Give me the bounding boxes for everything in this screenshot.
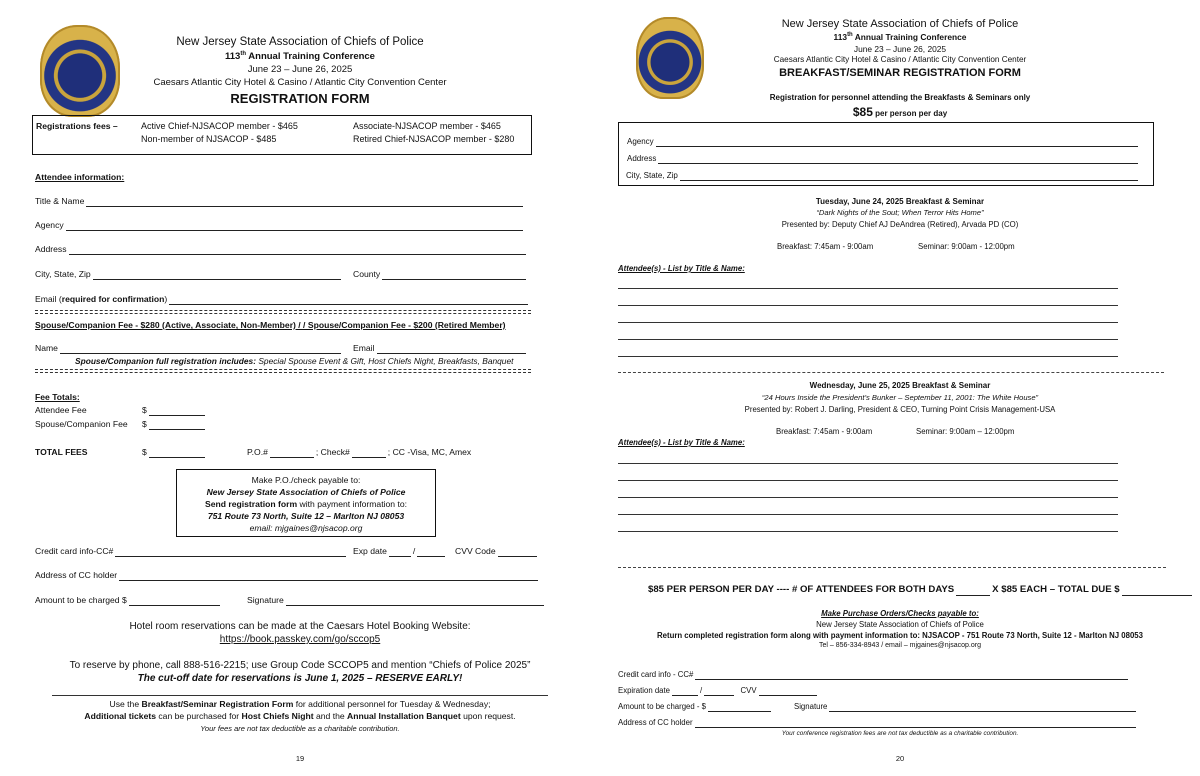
amount-field[interactable] [618,701,773,712]
day1-breakfast: Breakfast: 7:45am - 9:00am [777,242,874,251]
cvv-field[interactable] [455,546,539,557]
fee-nonmember: Non-member of NJSACOP - $485 [141,134,277,144]
cutoff-text: The cut-off date for reservations is June 1, 2025 – RESERVE EARLY! [137,673,463,684]
label: Credit card info - CC# [618,670,694,679]
divider [618,372,1164,373]
text: Special Spouse Event & Gift, Host Chiefs Night, Breakfasts, Banquet [256,356,514,366]
price [700,105,1100,119]
cc-number-field[interactable] [618,669,1130,680]
day2-attendee-line[interactable] [618,497,1118,498]
cc-exp-field[interactable] [353,546,447,557]
po-label: P.O.# [247,447,268,457]
spouse-fee-label: Spouse/Companion Fee [35,419,128,429]
day2-attendee-line[interactable] [618,531,1118,532]
page-number: 19 [295,754,305,763]
payment-method-field[interactable] [247,447,471,458]
day2-seminar: Seminar: 9:00am – 12:00pm [916,427,1015,436]
day1-presenter: Presented by: Deputy Chief AJ DeAndrea (Retired), Arvada PD (CO) [781,220,1019,229]
conf-num: 113 [225,51,241,63]
page-20 [600,0,1200,776]
slash: / [412,546,416,556]
payable-email: email: mjgaines@njsacop.org [249,523,363,533]
day1-title: Tuesday, June 24, 2025 Breakfast & Seminar [815,197,985,206]
conference-dates: June 23 – June 26, 2025 [247,64,353,75]
cvv-label: CVV [740,686,757,695]
conf-sup: th [240,51,246,57]
fee-associate: Associate-NJSACOP member - $465 [353,121,501,131]
city-field[interactable] [626,170,1140,181]
label: Address [35,244,67,254]
label: Credit card info-CC# [35,546,114,556]
attendee-fee-label: Attendee Fee [35,405,87,415]
day1-attendee-line[interactable] [618,288,1118,289]
njsacop-badge-logo [636,17,704,99]
conference-title: 113th Annual Training Conference [833,32,967,42]
send-text: with payment information to: [299,499,408,509]
label-required: required for confirmation [61,294,165,304]
phone-text: To reserve by phone, call 888-516-2215; use Group Code SCCOP5 and mention “Chiefs of Police 2025” [69,660,531,671]
address-field[interactable] [627,153,1140,164]
label: Agency [35,220,64,230]
fee-active: Active Chief-NJSACOP member - $465 [141,121,298,131]
note-line-1: Use the Breakfast/Seminar Registration Form for additional personnel for Tuesday & Wednesday; [109,699,491,709]
signature-field[interactable] [247,595,546,606]
cc-types: ; CC -Visa, MC, Amex [387,447,472,457]
label: Agency [627,137,654,146]
label: Signature [247,595,284,605]
label: Exp date [353,546,387,556]
divider [618,567,1166,568]
fee-retired: Retired Chief-NJSACOP member - $280 [353,134,515,144]
day2-breakfast: Breakfast: 7:45am - 9:00am [776,427,873,436]
day2-presenter: Presented by: Robert J. Darling, President & CEO, Turning Point Crisis Management-USA [744,405,1056,414]
page-number: 20 [895,754,905,763]
exp-label: Expiration date [618,686,671,695]
payable-org: New Jersey State Association of Chiefs of Police [816,620,984,629]
hotel-text: Hotel room reservations can be made at the Caesars Hotel Booking Website: [129,621,471,632]
county-field[interactable] [353,269,528,280]
tax-note: Your conference registration fees are not tax deductible as a charitable contribution. [781,730,1019,737]
form-title: REGISTRATION FORM [230,91,370,106]
attendee-fee-field[interactable] [142,405,207,416]
label: City, State, Zip [35,269,91,279]
day2-talk: “24 Hours Inside the President’s Bunker – September 11, 2001: The White House” [761,393,1039,402]
dollar: $ [142,419,147,429]
total-due-label: X $85 EACH – TOTAL DUE $ [992,584,1120,595]
divider [52,695,548,696]
cc-address-field[interactable] [35,570,540,581]
label: Address of CC holder [35,570,118,580]
note-line-2: Additional tickets can be purchased for Host Chiefs Night and the Annual Installation Banquet upon request. [84,711,516,721]
label: Address [627,154,657,163]
label: Title & Name [35,196,85,206]
spouse-email-field[interactable] [353,343,528,354]
title-name-field[interactable] [35,196,525,207]
label: Spouse/Companion full registration includes: [75,356,257,366]
divider [35,369,531,373]
label: City, State, Zip [626,171,678,180]
org-name: New Jersey State Association of Chiefs of Police [176,36,424,48]
attendee-heading: Attendee information: [35,172,125,182]
label: Name [35,343,58,353]
payable-address: 751 Route 73 North, Suite 12 – Marlton NJ 08053 [207,511,405,521]
label: Amount to be charged - $ [618,702,706,711]
divider [35,310,531,314]
slash: / [700,686,703,695]
total-label: $85 PER PERSON PER DAY ---- # OF ATTENDEES FOR BOTH DAYS [648,584,955,595]
label: Signature [794,702,828,711]
hotel-booking-link[interactable]: https://book.passkey.com/go/sccop5 [219,634,381,645]
spouse-name-field[interactable] [35,343,343,354]
fee-totals-heading: Fee Totals: [35,392,80,402]
payable-text [176,474,436,534]
email-field[interactable] [35,294,530,305]
day1-attendee-line[interactable] [618,339,1118,340]
amount-field[interactable] [35,595,222,606]
dollar: $ [142,405,147,415]
fees-label: Registrations fees – [36,121,118,131]
check-label: ; Check# [315,447,350,457]
day1-attendee-line[interactable] [618,356,1118,357]
conf-rest: Annual Training Conference [246,51,375,63]
agency-field[interactable] [35,220,525,231]
dollar: $ [142,447,147,457]
signature-field[interactable] [794,701,1138,712]
cc-address-field[interactable] [618,717,1138,728]
day2-attendee-heading: Attendee(s) - List by Title & Name: [618,438,745,447]
org-name: New Jersey State Association of Chiefs of Police [781,18,1019,30]
day1-seminar: Seminar: 9:00am - 12:00pm [918,242,1015,251]
label: Amount to be charged $ [35,595,127,605]
cc-exp-cvv-field[interactable] [618,685,819,696]
only-note: Registration for personnel attending the Breakfasts & Seminars only [769,93,1031,102]
send-label: Send registration form [204,499,298,509]
payable-org: New Jersey State Association of Chiefs of Police [206,487,406,497]
day1-attendee-line[interactable] [618,305,1118,306]
day2-attendee-line[interactable] [618,480,1118,481]
label: Address of CC holder [618,718,693,727]
address-field[interactable] [35,244,528,255]
payable-line: Make P.O./check payable to: [251,475,361,485]
contact: Tel – 856-334-8943 / email – mjgaines@njsacop.org [819,642,981,649]
total-fees-field[interactable] [142,447,207,458]
cc-number-field[interactable] [35,546,348,557]
conference-dates: June 23 – June 26, 2025 [853,44,947,54]
label: CVV Code [455,546,496,556]
price-unit: per person per day [872,109,948,118]
day1-attendee-heading: Attendee(s) - List by Title & Name: [618,264,745,273]
return-address: Return completed registration form along with payment information to: NJSACOP - 751 Route 73 North, Suite 12 - Marlton NJ 08053 [657,631,1143,640]
day2-attendee-line[interactable] [618,463,1118,464]
day2-attendee-line[interactable] [618,514,1118,515]
spouse-heading: Spouse/Companion Fee - $280 (Active, Associate, Non-Member) / / Spouse/Companion Fee - $200 (Retired Member) [35,320,506,330]
total-due-line[interactable] [648,584,1194,596]
tax-note: Your fees are not tax deductible as a charitable contribution. [200,724,400,733]
price-amount: $85 [852,105,873,119]
venue: Caesars Atlantic City Hotel & Casino / Atlantic City Convention Center [773,55,1027,64]
day1-talk: “Dark Nights of the Sout; When Terror Hits Home” [816,208,984,217]
spouse-fee-field[interactable] [142,419,207,430]
payable-heading: Make Purchase Orders/Checks payable to: [821,609,979,618]
day2-title: Wednesday, June 25, 2025 Breakfast & Seminar [809,381,991,390]
label: Email ( [35,294,62,304]
label-end: ) [164,294,168,304]
form-title: BREAKFAST/SEMINAR REGISTRATION FORM [779,67,1021,79]
conference-title [100,51,500,62]
city-field[interactable] [35,269,343,280]
label: County [353,269,381,279]
total-fees-label: TOTAL FEES [35,447,88,457]
agency-field[interactable] [627,136,1140,147]
spouse-includes [75,356,513,366]
venue: Caesars Atlantic City Hotel & Casino / Atlantic City Convention Center [153,77,447,88]
day1-attendee-line[interactable] [618,322,1118,323]
label: Email [353,343,375,353]
